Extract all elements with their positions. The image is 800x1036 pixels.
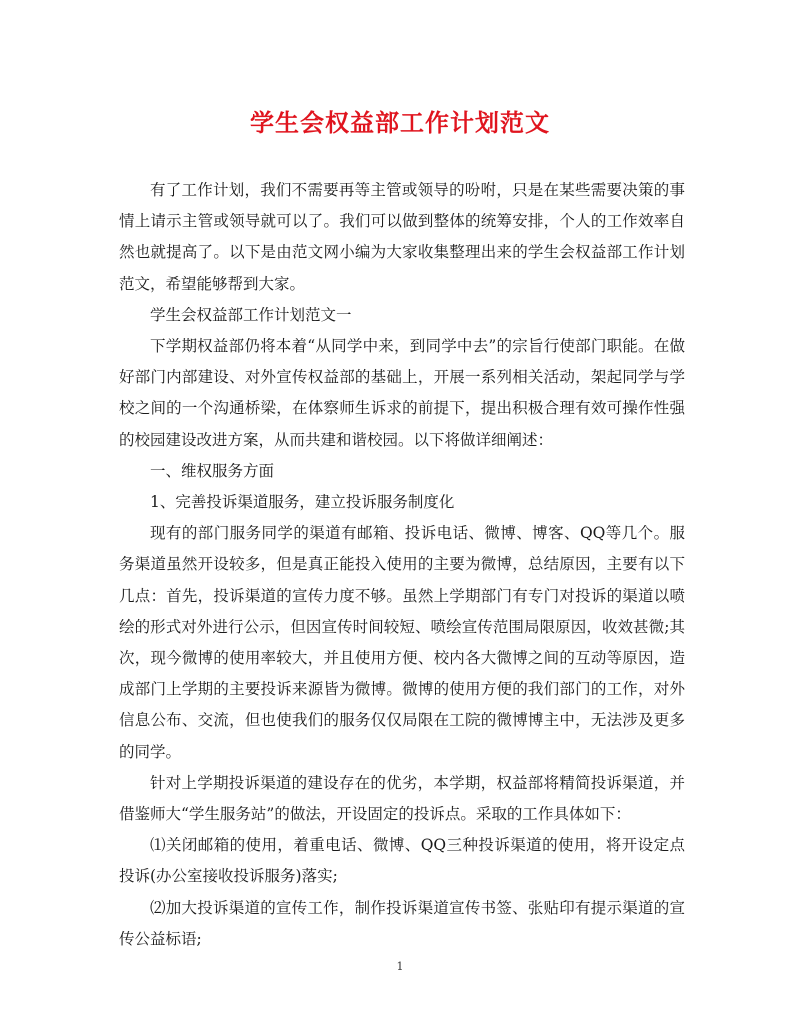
paragraph-current-channels: 现有的部门服务同学的渠道有邮箱、投诉电话、微博、博客、QQ等几个。服务渠道虽然开设较多，但是真正能投入使用的主要为微博，总结原因，主要有以下几点：首先，投诉渠道的宣传力度不够。虽然上学期部门有专门对投诉的渠道以喷绘的形式对外进行公示，但因宣传时间较短、喷绘宣传范围局限原因，收效甚微;其次，现今微博的使用率较大，并且使用方便、校内各大微博之间的互动等原因，造成部门上学期的主要投诉来源皆为微博。微博的使用方便的我们部门的工作，对外信息公布、交流，但也使我们的服务仅仅局限在工院的微博博主中，无法涉及更多的同学。: [119, 524, 685, 761]
paragraph-item-1: ⑴关闭邮箱的使用，着重电话、微博、QQ三种投诉渠道的使用，将开设定点投诉(办公室接收投诉服务)落实;: [119, 836, 685, 886]
document-title: 学生会权益部工作计划范文: [250, 108, 550, 137]
paragraph-overview: 下学期权益部仍将本着“从同学中来，到同学中去”的宗旨行使部门职能。在做好部门内部建设、对外宣传权益部的基础上，开展一系列相关活动，架起同学与学校之间的一个沟通桥梁，在体察师生诉求的前提下，提出积极合理有效可操作性强的校园建设改进方案，从而共建和谐校园。以下将做详细阐述：: [119, 337, 685, 449]
paragraph-plan: 针对上学期投诉渠道的建设存在的优劣，本学期，权益部将精简投诉渠道，并借鉴师大“学生服务站”的做法，开设固定的投诉点。采取的工作具体如下：: [119, 773, 685, 824]
paragraph-heading-rights-service: 一、维权服务方面: [150, 461, 275, 480]
document-body: [119, 175, 685, 955]
paragraph-section-heading: 学生会权益部工作计划范文一: [150, 305, 352, 324]
paragraph-item-2: ⑵加大投诉渠道的宣传工作，制作投诉渠道宣传书签、张贴印有提示渠道的宣传公益标语;: [119, 898, 685, 948]
paragraph-intro: 有了工作计划，我们不需要再等主管或领导的吩咐，只是在某些需要决策的事情上请示主管或领导就可以了。我们可以做到整体的统筹安排，个人的工作效率自然也就提高了。以下是由范文网小编为大家收集整理出来的学生会权益部工作计划范文，希望能够帮到大家。: [119, 181, 685, 293]
paragraph-heading-complaint-channels: 1、完善投诉渠道服务，建立投诉服务制度化: [150, 493, 455, 512]
page-number: 1: [396, 960, 404, 973]
